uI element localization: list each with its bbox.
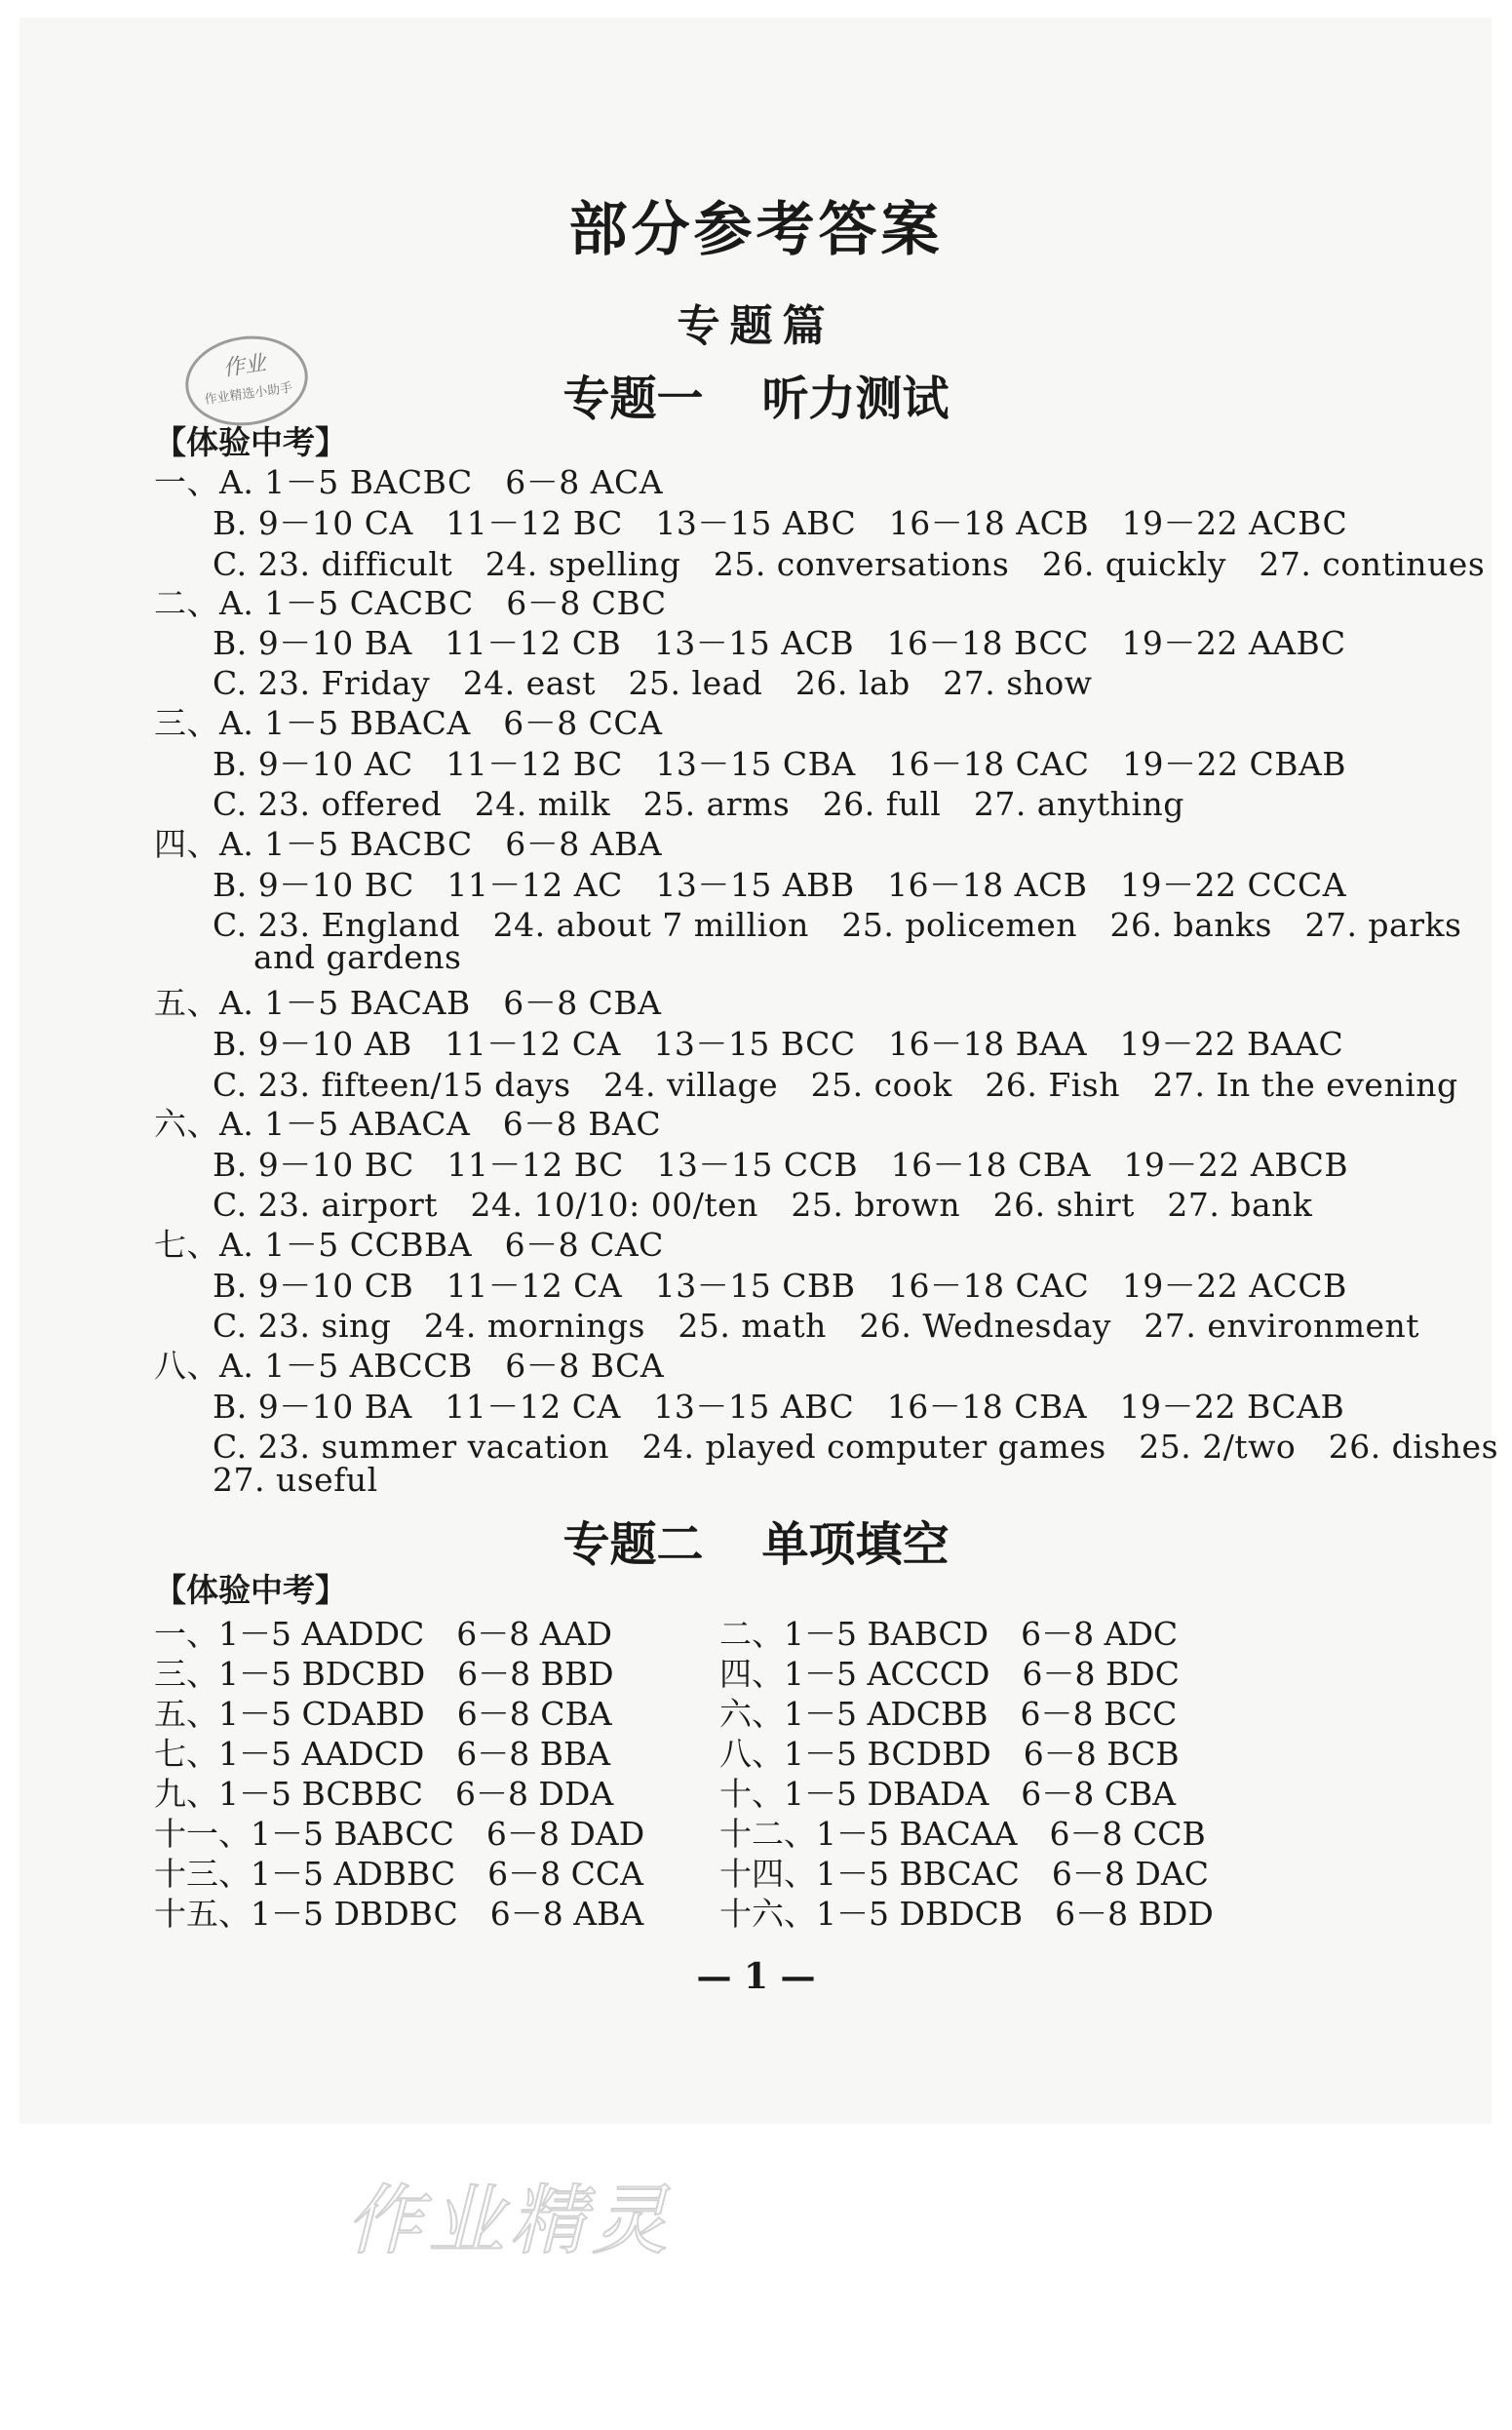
answer-line: C. 23. offered 24. milk 25. arms 26. full 27. anything	[213, 785, 1184, 823]
answer-line: B. 9－10 BC 11－12 BC 13－15 CCB 16－18 CBA 19－22 ABCB	[213, 1146, 1349, 1184]
fill-answer-right: 十、1－5 DBADA 6－8 CBA	[719, 1775, 1177, 1813]
fill-answer-left: 十五、1－5 DBDBC 6－8 ABA	[154, 1895, 644, 1933]
fill-answer-right: 十六、1－5 DBDCB 6－8 BDD	[719, 1895, 1214, 1933]
answer-line: C. 23. difficult 24. spelling 25. conversations 26. quickly 27. continues	[213, 545, 1486, 583]
answer-line: B. 9－10 CA 11－12 BC 13－15 ABC 16－18 ACB 19－22 ACBC	[213, 504, 1348, 542]
topic2-title: 专题二 单项填空	[562, 1517, 950, 1572]
answer-line: C. 23. England 24. about 7 million 25. policemen 26. banks 27. parks	[213, 906, 1462, 944]
topic1-title: 专题一 听力测试	[562, 372, 950, 426]
answer-line: C. 23. sing 24. mornings 25. math 26. Wednesday 27. environment	[213, 1307, 1420, 1345]
answer-line: C. 23. summer vacation 24. played computer games 25. 2/two 26. dishes	[213, 1428, 1499, 1466]
answer-line: B. 9－10 BA 11－12 CA 13－15 ABC 16－18 CBA 19－22 BCAB	[213, 1388, 1345, 1426]
answer-line: C. 23. Friday 24. east 25. lead 26. lab 27. show	[213, 664, 1093, 702]
answer-line: C. 23. fifteen/15 days 24. village 25. cook 26. Fish 27. In the evening	[213, 1066, 1458, 1104]
fill-answer-left: 九、1－5 BCBBC 6－8 DDA	[154, 1775, 614, 1813]
part-title: 专题篇	[677, 301, 835, 351]
answer-line: and gardens	[253, 938, 462, 976]
fill-answer-right: 十四、1－5 BBCAC 6－8 DAC	[719, 1855, 1209, 1893]
fill-answer-left: 七、1－5 AADCD 6－8 BBA	[154, 1735, 611, 1773]
page-number: — 1 —	[696, 1956, 816, 1997]
answer-line: 二、A. 1－5 CACBC 6－8 CBC	[154, 584, 667, 622]
fill-answer-right: 六、1－5 ADCBB 6－8 BCC	[719, 1695, 1178, 1733]
answer-line: B. 9－10 CB 11－12 CA 13－15 CBB 16－18 CAC 19－22 ACCB	[213, 1267, 1347, 1305]
fill-answer-left: 五、1－5 CDABD 6－8 CBA	[154, 1695, 612, 1733]
fill-answer-right: 二、1－5 BABCD 6－8 ADC	[719, 1615, 1179, 1653]
answer-line: B. 9－10 AC 11－12 BC 13－15 CBA 16－18 CAC 19－22 CBAB	[213, 745, 1347, 783]
answer-line: 五、A. 1－5 BACAB 6－8 CBA	[154, 984, 662, 1022]
answer-line: B. 9－10 AB 11－12 CA 13－15 BCC 16－18 BAA 19－22 BAAC	[213, 1025, 1344, 1063]
answer-line: 六、A. 1－5 ABACA 6－8 BAC	[154, 1105, 662, 1143]
fill-answer-left: 三、1－5 BDCBD 6－8 BBD	[154, 1655, 614, 1693]
answer-line: 一、A. 1－5 BACBC 6－8 ACA	[154, 463, 664, 501]
fill-answer-right: 四、1－5 ACCCD 6－8 BDC	[719, 1655, 1180, 1693]
answer-line: B. 9－10 BC 11－12 AC 13－15 ABB 16－18 ACB 19－22 CCCA	[213, 866, 1347, 904]
page-title: 部分参考答案	[568, 196, 944, 264]
watermark-logo: 作业精灵	[346, 2177, 675, 2265]
answer-line: B. 9－10 BA 11－12 CB 13－15 ACB 16－18 BCC 19－22 AABC	[213, 624, 1346, 662]
fill-answer-left: 一、1－5 AADDC 6－8 AAD	[154, 1615, 612, 1653]
answer-line: 四、A. 1－5 BACBC 6－8 ABA	[154, 825, 663, 863]
stamp-logo: 作业 作业精选小助手	[179, 329, 313, 434]
fill-answer-right: 八、1－5 BCDBD 6－8 BCB	[719, 1735, 1180, 1773]
fill-answer-left: 十一、1－5 BABCC 6－8 DAD	[154, 1815, 645, 1853]
section-tag-2: 【体验中考】	[154, 1571, 347, 1609]
section-tag-1: 【体验中考】	[154, 423, 347, 461]
fill-answer-left: 十三、1－5 ADBBC 6－8 CCA	[154, 1855, 643, 1893]
answer-line: C. 23. airport 24. 10/10: 00/ten 25. brown 26. shirt 27. bank	[213, 1186, 1313, 1224]
fill-answer-right: 十二、1－5 BACAA 6－8 CCB	[719, 1815, 1206, 1853]
answer-line: 七、A. 1－5 CCBBA 6－8 CAC	[154, 1226, 664, 1264]
answer-line: 三、A. 1－5 BBACA 6－8 CCA	[154, 704, 663, 742]
answer-line: 27. useful	[213, 1461, 378, 1499]
answer-line: 八、A. 1－5 ABCCB 6－8 BCA	[154, 1347, 665, 1385]
